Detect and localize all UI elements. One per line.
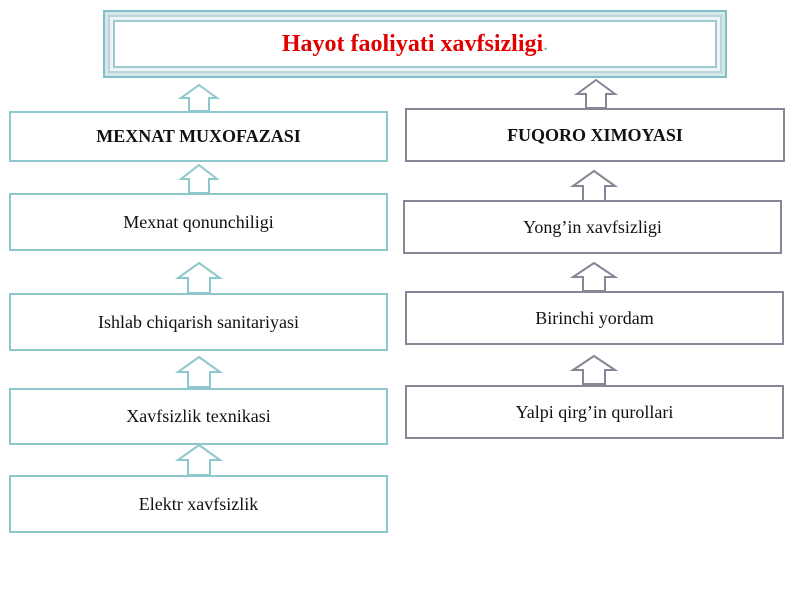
- left-item-label: Xavfsizlik texnikasi: [126, 406, 271, 426]
- left-item-label: Elektr xavfsizlik: [138, 493, 259, 514]
- left-header-box: [9, 111, 388, 162]
- diagram-title: Hayot faoliyati xavfsizligi: [281, 30, 544, 57]
- right-item-box: [405, 291, 784, 345]
- up-arrow-icon: [576, 79, 616, 109]
- right-item-box: [405, 385, 784, 439]
- up-arrow-icon: [177, 444, 221, 476]
- right-item-box: [403, 200, 782, 254]
- left-item-box: [9, 475, 388, 533]
- right-header-label: FUQORO XIMOYASI: [507, 124, 683, 145]
- up-arrow-icon: [572, 355, 616, 385]
- up-arrow-icon: [180, 164, 218, 194]
- left-item-box: [9, 193, 388, 251]
- right-item-label: Birinchi yordam: [535, 307, 654, 328]
- up-arrow-icon: [572, 262, 616, 292]
- up-arrow-icon: [180, 84, 218, 112]
- left-header-label: MEXNAT MUXOFAZASI: [96, 126, 301, 146]
- left-item-label: Mexnat qonunchiligi: [123, 211, 274, 232]
- right-item-label: Yalpi qirg’in qurollari: [515, 401, 674, 422]
- up-arrow-icon: [572, 170, 616, 202]
- title-box: [103, 10, 727, 78]
- up-arrow-icon: [177, 356, 221, 388]
- right-item-label: Yong’in xavfsizligi: [523, 216, 662, 237]
- title-dot: .: [543, 32, 549, 55]
- left-item-label: Ishlab chiqarish sanitariyasi: [98, 311, 299, 332]
- right-header-box: [405, 108, 785, 162]
- left-item-box: [9, 388, 388, 445]
- left-item-box: [9, 293, 388, 351]
- title-inner: [113, 20, 717, 68]
- up-arrow-icon: [177, 262, 221, 294]
